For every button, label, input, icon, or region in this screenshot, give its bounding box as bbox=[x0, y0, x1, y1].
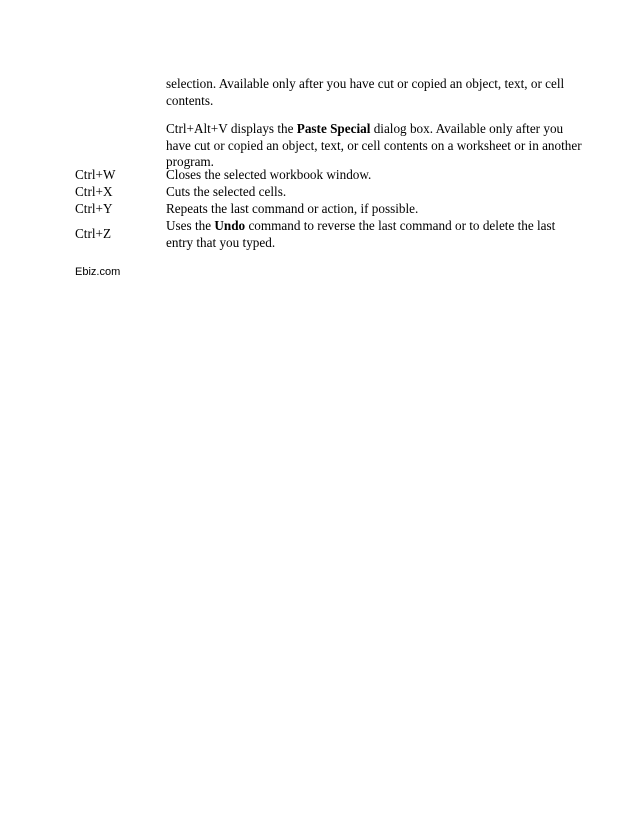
shortcut-description: Closes the selected workbook window. bbox=[166, 167, 372, 182]
shortcut-key: Ctrl+Z bbox=[75, 226, 112, 241]
bold-term: Paste Special bbox=[296, 121, 371, 136]
shortcut-description bbox=[166, 218, 555, 251]
text-fragment: Ctrl+Alt+V displays the bbox=[166, 121, 297, 136]
shortcut-description: Cuts the selected cells. bbox=[166, 184, 287, 199]
paste-special-text bbox=[166, 121, 582, 171]
shortcut-key: Ctrl+W bbox=[75, 167, 116, 182]
text-fragment: dialog box. Available only after you bbox=[370, 121, 564, 136]
shortcut-key: Ctrl+X bbox=[75, 184, 113, 199]
text-fragment: command to reverse the last command or to delete the last bbox=[245, 218, 556, 233]
text-fragment: Uses the bbox=[166, 218, 215, 233]
text-line: have cut or copied an object, text, or cell contents on a worksheet or in another bbox=[166, 137, 582, 153]
text-line: entry that you typed. bbox=[166, 234, 276, 250]
text-line: contents. bbox=[166, 92, 214, 108]
bold-term: Undo bbox=[214, 218, 246, 233]
text-line bbox=[166, 218, 555, 235]
text-line bbox=[166, 121, 582, 138]
footer-source: Ebiz.com bbox=[75, 266, 121, 278]
continuation-text bbox=[166, 76, 564, 109]
text-line: selection. Available only after you have cut or copied an object, text, or cell bbox=[166, 76, 565, 91]
text-line: program. bbox=[166, 154, 214, 169]
shortcut-key: Ctrl+Y bbox=[75, 201, 113, 216]
shortcut-description: Repeats the last command or action, if possible. bbox=[166, 201, 419, 216]
